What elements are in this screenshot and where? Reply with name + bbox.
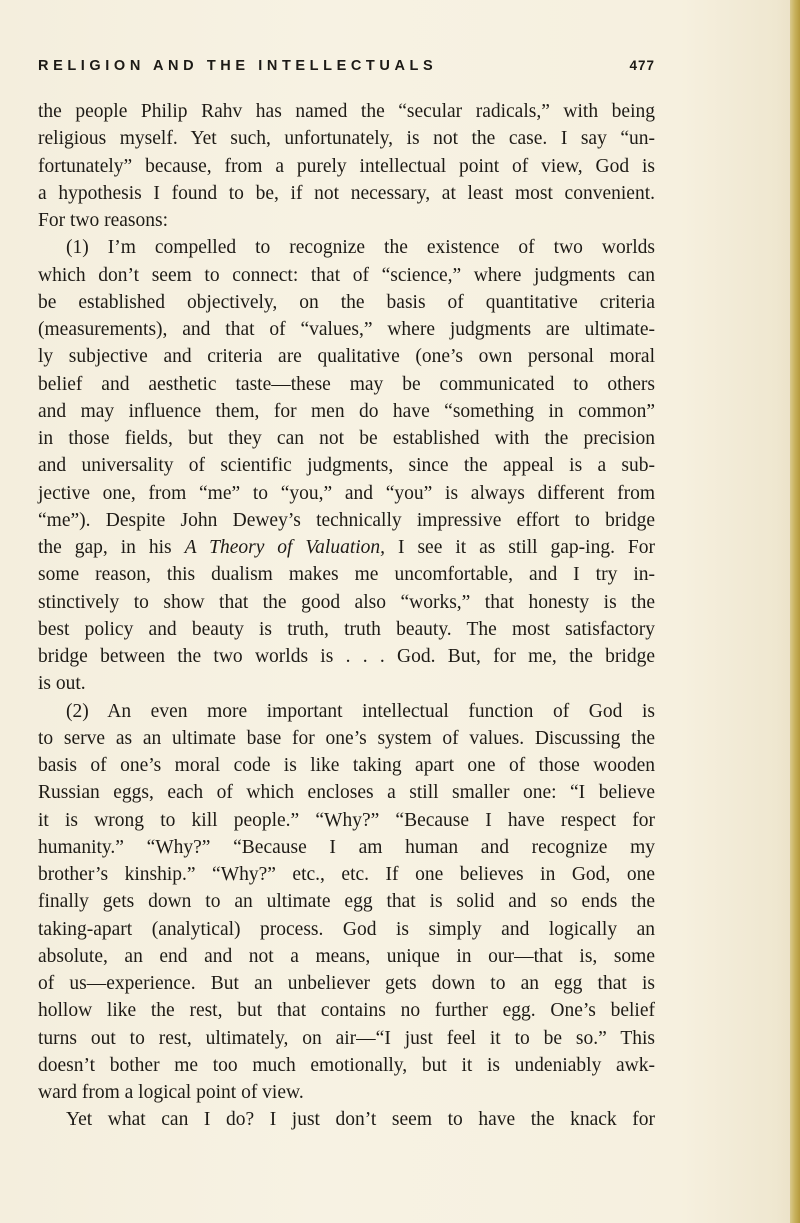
text-line: it is wrong to kill people.” “Why?” “Because I have respect for (38, 809, 655, 831)
text-line: hollow like the rest, but that contains no further egg. One’s belief (38, 1000, 655, 1022)
book-title: A Theory of Valuation, (184, 537, 386, 558)
text-line: ward from a logical point of view. (38, 1082, 304, 1103)
text-line: brother’s kinship.” “Why?” etc., etc. If one believes in God, one (38, 864, 655, 885)
page-edge (790, 0, 800, 1223)
text-line: (1) I’m compelled to recognize the existence of two worlds (66, 237, 655, 259)
text-line: a hypothesis I found to be, if not necessary, at least most convenient. (38, 182, 655, 204)
text-line: some reason, this dualism makes me uncomfortable, and I try in- (38, 564, 655, 586)
text-line: and may influence them, for men do have “something in common” (38, 400, 655, 422)
text-line: basis of one’s moral code is like taking apart one of those wooden (38, 755, 655, 776)
text-line: For two reasons: (38, 210, 168, 231)
text-line: ly subjective and criteria are qualitative (one’s own personal moral (38, 346, 655, 368)
body-text (38, 98, 655, 1134)
text-line: in those fields, but they can not be established with the precision (38, 428, 655, 449)
text-line: taking-apart (analytical) process. God is simply and logically an (38, 918, 655, 940)
text-line: belief and aesthetic taste—these may be communicated to others (38, 373, 655, 395)
text-line: bridge between the two worlds is . . . God. But, for me, the bridge (38, 646, 655, 667)
running-title: RELIGION AND THE INTELLECTUALS (38, 58, 438, 74)
text-line: the people Philip Rahv has named the “secular radicals,” with being (38, 101, 655, 122)
text-line: be established objectively, on the basis of quantitative criteria (38, 291, 655, 313)
text-line: stinctively to show that the good also “works,” that honesty is the (38, 591, 655, 613)
text-line: finally gets down to an ultimate egg that is solid and so ends the (38, 891, 655, 913)
text-line: turns out to rest, ultimately, on air—“I just feel it to be so.” This (38, 1027, 655, 1049)
text-line: Yet what can I do? I just don’t seem to have the knack for (66, 1109, 655, 1131)
text-line: (2) An even more important intellectual function of God is (66, 700, 655, 722)
text-line: is out. (38, 673, 86, 695)
text-line (38, 534, 655, 561)
text-line: religious myself. Yet such, unfortunately, is not the case. I say “un- (38, 128, 655, 150)
text-line: and universality of scientific judgments, since the appeal is a sub- (38, 455, 655, 477)
text-line: fortunately” because, from a purely intellectual point of view, God is (38, 155, 655, 177)
text-line: absolute, an end and not a means, unique in our—that is, some (38, 945, 655, 967)
text-fragment: I see it as still gap-ing. For (385, 537, 655, 558)
text-line: of us—experience. But an unbeliever gets down to an egg that is (38, 973, 655, 994)
text-line: best policy and beauty is truth, truth beauty. The most satisfactory (38, 618, 655, 640)
text-line: humanity.” “Why?” “Because I am human and recognize my (38, 836, 655, 858)
text-line: “me”). Despite John Dewey’s technically impressive effort to bridge (38, 509, 655, 531)
text-line: doesn’t bother me too much emotionally, but it is undeniably awk- (38, 1054, 655, 1076)
text-line: to serve as an ultimate base for one’s system of values. Discussing the (38, 727, 655, 749)
text-line: (measurements), and that of “values,” where judgments are ultimate- (38, 319, 655, 340)
text-line: Russian eggs, each of which encloses a still smaller one: “I believe (38, 782, 655, 804)
text-line: which don’t seem to connect: that of “science,” where judgments can (38, 264, 655, 286)
running-head (38, 58, 655, 82)
text-fragment: the gap, in his (38, 537, 185, 558)
text-line: jective one, from “me” to “you,” and “you” is always different from (38, 482, 655, 504)
page-number: 477 (629, 58, 655, 73)
